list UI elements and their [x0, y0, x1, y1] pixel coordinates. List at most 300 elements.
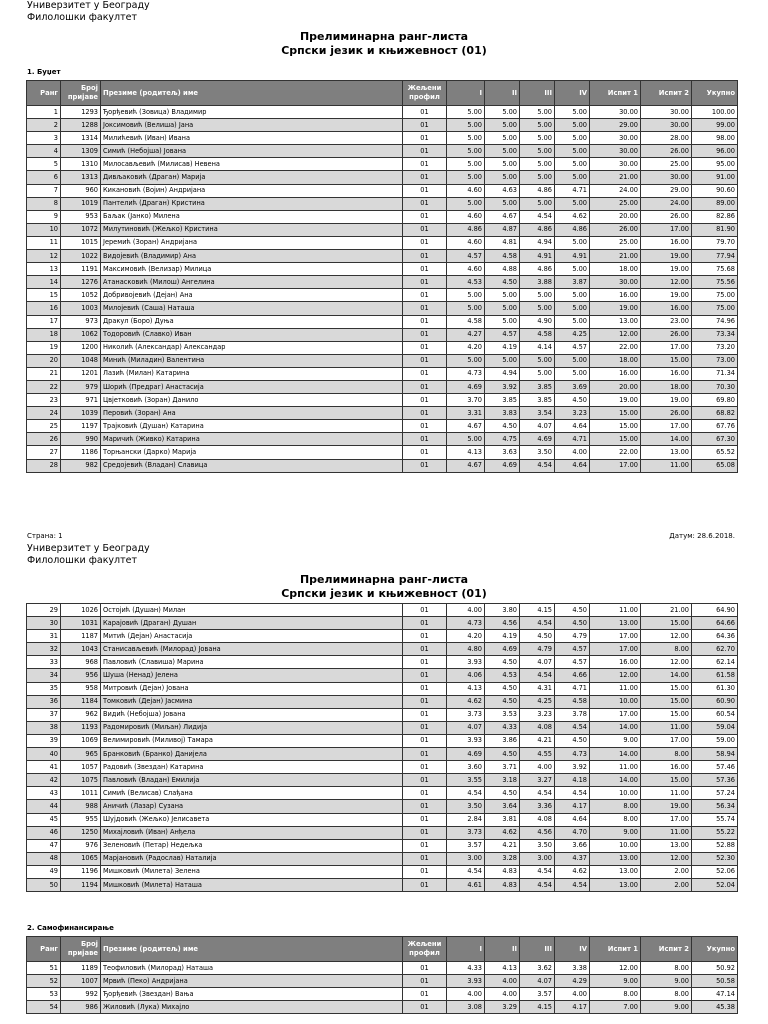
- cell-grade-4: 4.73: [555, 748, 590, 761]
- cell-grade-3: 3.50: [520, 446, 555, 459]
- cell-grade-3: 4.55: [520, 748, 555, 761]
- cell-application-number: 1026: [61, 604, 101, 617]
- cell-exam-2: 13.00: [641, 446, 692, 459]
- cell-grade-3: 4.86: [520, 184, 555, 197]
- cell-name: Добривојевић (Дејан) Ана: [101, 289, 403, 302]
- cell-desired-profile: 01: [403, 682, 447, 695]
- cell-rank: 35: [27, 682, 61, 695]
- faculty-name: Филолошки факултет: [27, 555, 138, 566]
- cell-exam-2: 11.00: [641, 459, 692, 472]
- cell-exam-1: 17.00: [590, 459, 641, 472]
- cell-grade-3: 4.58: [520, 328, 555, 341]
- cell-name: Велимировић (Миливој) Тамара: [101, 734, 403, 747]
- cell-name: Видић (Небојша) Јована: [101, 708, 403, 721]
- cell-rank: 41: [27, 761, 61, 774]
- cell-grade-2: 4.50: [485, 682, 520, 695]
- cell-exam-1: 15.00: [590, 433, 641, 446]
- cell-desired-profile: 01: [403, 695, 447, 708]
- cell-name: Карајовић (Драган) Душан: [101, 617, 403, 630]
- cell-grade-2: 5.00: [485, 289, 520, 302]
- cell-grade-1: 4.07: [447, 721, 485, 734]
- cell-grade-3: 4.07: [520, 975, 555, 988]
- table-row: [27, 145, 738, 158]
- cell-grade-1: 3.31: [447, 407, 485, 420]
- cell-grade-2: 3.92: [485, 380, 520, 393]
- column-header-name: Презиме (родитељ) име: [101, 937, 403, 962]
- cell-rank: 50: [27, 878, 61, 891]
- cell-name: Томковић (Дејан) Јасмина: [101, 695, 403, 708]
- cell-grade-4: 5.00: [555, 171, 590, 184]
- cell-total: 64.90: [692, 604, 738, 617]
- cell-total: 69.80: [692, 394, 738, 407]
- cell-exam-2: 15.00: [641, 354, 692, 367]
- table-row: [27, 263, 738, 276]
- cell-application-number: 1196: [61, 865, 101, 878]
- cell-total: 45.38: [692, 1001, 738, 1014]
- cell-grade-3: 4.54: [520, 459, 555, 472]
- cell-grade-2: 4.83: [485, 865, 520, 878]
- cell-exam-1: 18.00: [590, 354, 641, 367]
- cell-grade-3: 4.54: [520, 865, 555, 878]
- cell-application-number: 990: [61, 433, 101, 446]
- cell-grade-3: 4.08: [520, 721, 555, 734]
- cell-exam-2: 16.00: [641, 761, 692, 774]
- cell-rank: 53: [27, 988, 61, 1001]
- table-row: [27, 328, 738, 341]
- cell-desired-profile: 01: [403, 865, 447, 878]
- cell-total: 67.76: [692, 420, 738, 433]
- cell-exam-2: 12.00: [641, 852, 692, 865]
- cell-exam-2: 8.00: [641, 748, 692, 761]
- cell-grade-3: 5.00: [520, 302, 555, 315]
- table-row: [27, 643, 738, 656]
- cell-name: Зеленовић (Петар) Недељка: [101, 839, 403, 852]
- cell-exam-2: 17.00: [641, 813, 692, 826]
- cell-grade-4: 4.66: [555, 669, 590, 682]
- table-row: [27, 774, 738, 787]
- cell-application-number: 1310: [61, 158, 101, 171]
- page-number: Страна: 1: [27, 532, 63, 540]
- cell-grade-4: 3.78: [555, 708, 590, 721]
- cell-name: Трајковић (Душан) Катарина: [101, 420, 403, 433]
- cell-grade-2: 5.00: [485, 315, 520, 328]
- cell-exam-1: 30.00: [590, 145, 641, 158]
- cell-grade-1: 5.00: [447, 132, 485, 145]
- cell-name: Павловић (Славиша) Марина: [101, 656, 403, 669]
- cell-grade-3: 4.86: [520, 223, 555, 236]
- cell-rank: 20: [27, 354, 61, 367]
- cell-grade-1: 4.20: [447, 341, 485, 354]
- cell-total: 77.94: [692, 250, 738, 263]
- cell-grade-3: 3.85: [520, 380, 555, 393]
- cell-grade-4: 5.00: [555, 106, 590, 119]
- cell-grade-3: 5.00: [520, 145, 555, 158]
- cell-grade-3: 3.85: [520, 394, 555, 407]
- university-name: Универзитет у Београду: [27, 0, 150, 11]
- cell-desired-profile: 01: [403, 813, 447, 826]
- cell-application-number: 1309: [61, 145, 101, 158]
- cell-desired-profile: 01: [403, 604, 447, 617]
- cell-application-number: 1052: [61, 289, 101, 302]
- cell-application-number: 958: [61, 682, 101, 695]
- cell-rank: 1: [27, 106, 61, 119]
- cell-total: 57.24: [692, 787, 738, 800]
- cell-grade-4: 5.00: [555, 145, 590, 158]
- cell-grade-1: 3.55: [447, 774, 485, 787]
- cell-grade-3: 4.79: [520, 643, 555, 656]
- page-title: Прелиминарна ранг-листа: [299, 573, 469, 586]
- cell-grade-4: 5.00: [555, 315, 590, 328]
- cell-total: 70.30: [692, 380, 738, 393]
- cell-exam-2: 29.00: [641, 184, 692, 197]
- cell-rank: 13: [27, 263, 61, 276]
- cell-application-number: 1062: [61, 328, 101, 341]
- cell-grade-1: 4.57: [447, 250, 485, 263]
- cell-rank: 44: [27, 800, 61, 813]
- cell-total: 73.20: [692, 341, 738, 354]
- cell-total: 52.04: [692, 878, 738, 891]
- cell-grade-2: 3.18: [485, 774, 520, 787]
- cell-rank: 46: [27, 826, 61, 839]
- cell-total: 67.30: [692, 433, 738, 446]
- cell-total: 60.54: [692, 708, 738, 721]
- cell-rank: 27: [27, 446, 61, 459]
- cell-application-number: 979: [61, 380, 101, 393]
- cell-name: Марјановић (Радослав) Наталија: [101, 852, 403, 865]
- table-row: [27, 669, 738, 682]
- cell-grade-4: 4.70: [555, 826, 590, 839]
- table-row: [27, 276, 738, 289]
- cell-grade-2: 4.88: [485, 263, 520, 276]
- cell-grade-2: 4.19: [485, 341, 520, 354]
- cell-rank: 2: [27, 119, 61, 132]
- cell-desired-profile: 01: [403, 263, 447, 276]
- cell-grade-3: 4.14: [520, 341, 555, 354]
- cell-grade-2: 3.83: [485, 407, 520, 420]
- cell-grade-2: 4.00: [485, 975, 520, 988]
- table-row: [27, 1001, 738, 1014]
- cell-exam-2: 17.00: [641, 420, 692, 433]
- cell-application-number: 960: [61, 184, 101, 197]
- cell-application-number: 1184: [61, 695, 101, 708]
- cell-rank: 3: [27, 132, 61, 145]
- cell-grade-3: 5.00: [520, 158, 555, 171]
- cell-name: Станисављевић (Милорад) Јована: [101, 643, 403, 656]
- cell-total: 50.92: [692, 962, 738, 975]
- cell-rank: 47: [27, 839, 61, 852]
- cell-exam-1: 13.00: [590, 617, 641, 630]
- cell-application-number: 976: [61, 839, 101, 852]
- cell-exam-1: 11.00: [590, 761, 641, 774]
- cell-exam-1: 9.00: [590, 975, 641, 988]
- cell-name: Милутиновић (Жељко) Кристина: [101, 223, 403, 236]
- cell-application-number: 1031: [61, 617, 101, 630]
- cell-rank: 10: [27, 223, 61, 236]
- cell-exam-1: 9.00: [590, 826, 641, 839]
- cell-total: 62.14: [692, 656, 738, 669]
- table-row: [27, 708, 738, 721]
- cell-grade-3: 5.00: [520, 197, 555, 210]
- cell-name: Мишковић (Милета) Зелена: [101, 865, 403, 878]
- cell-grade-2: 4.50: [485, 656, 520, 669]
- cell-total: 90.60: [692, 184, 738, 197]
- cell-desired-profile: 01: [403, 145, 447, 158]
- cell-grade-4: 4.17: [555, 800, 590, 813]
- cell-exam-1: 30.00: [590, 158, 641, 171]
- cell-grade-4: 4.17: [555, 1001, 590, 1014]
- cell-exam-1: 8.00: [590, 813, 641, 826]
- cell-grade-3: 4.91: [520, 250, 555, 263]
- cell-total: 65.08: [692, 459, 738, 472]
- table-row: [27, 446, 738, 459]
- table-row: [27, 975, 738, 988]
- cell-total: 75.56: [692, 276, 738, 289]
- column-header-exam-2: Испит 2: [641, 81, 692, 106]
- cell-exam-1: 15.00: [590, 407, 641, 420]
- cell-grade-2: 4.62: [485, 826, 520, 839]
- cell-grade-3: 4.86: [520, 263, 555, 276]
- cell-desired-profile: 01: [403, 643, 447, 656]
- cell-grade-2: 3.29: [485, 1001, 520, 1014]
- cell-exam-2: 8.00: [641, 962, 692, 975]
- cell-name: Милићевић (Иван) Ивана: [101, 132, 403, 145]
- cell-total: 57.46: [692, 761, 738, 774]
- cell-grade-2: 4.94: [485, 367, 520, 380]
- cell-desired-profile: 01: [403, 800, 447, 813]
- cell-grade-2: 4.53: [485, 669, 520, 682]
- cell-grade-2: 4.57: [485, 328, 520, 341]
- cell-total: 60.90: [692, 695, 738, 708]
- cell-exam-2: 17.00: [641, 734, 692, 747]
- cell-grade-3: 4.90: [520, 315, 555, 328]
- cell-exam-1: 9.00: [590, 734, 641, 747]
- cell-grade-4: 4.71: [555, 184, 590, 197]
- cell-exam-2: 24.00: [641, 197, 692, 210]
- cell-rank: 48: [27, 852, 61, 865]
- cell-application-number: 982: [61, 459, 101, 472]
- cell-desired-profile: 01: [403, 459, 447, 472]
- cell-grade-1: 4.53: [447, 276, 485, 289]
- cell-grade-1: 5.00: [447, 171, 485, 184]
- cell-exam-2: 19.00: [641, 289, 692, 302]
- table-header-row: [27, 937, 738, 962]
- university-name: Универзитет у Београду: [27, 543, 150, 554]
- cell-grade-3: 4.31: [520, 682, 555, 695]
- column-header-grade-2: II: [485, 937, 520, 962]
- cell-grade-1: 4.33: [447, 962, 485, 975]
- cell-exam-1: 14.00: [590, 748, 641, 761]
- cell-desired-profile: 01: [403, 721, 447, 734]
- print-date: Датум: 28.6.2018.: [669, 532, 735, 540]
- cell-total: 61.58: [692, 669, 738, 682]
- cell-grade-1: 4.61: [447, 878, 485, 891]
- cell-desired-profile: 01: [403, 617, 447, 630]
- cell-rank: 43: [27, 787, 61, 800]
- cell-application-number: 1022: [61, 250, 101, 263]
- cell-grade-1: 3.70: [447, 394, 485, 407]
- cell-name: Мрвић (Пеко) Андријана: [101, 975, 403, 988]
- cell-rank: 6: [27, 171, 61, 184]
- cell-desired-profile: 01: [403, 367, 447, 380]
- cell-total: 75.00: [692, 289, 738, 302]
- cell-exam-1: 15.00: [590, 420, 641, 433]
- cell-application-number: 1043: [61, 643, 101, 656]
- cell-name: Милосављевић (Милисав) Невена: [101, 158, 403, 171]
- cell-total: 91.00: [692, 171, 738, 184]
- cell-rank: 12: [27, 250, 61, 263]
- cell-grade-3: 4.54: [520, 210, 555, 223]
- cell-exam-1: 10.00: [590, 787, 641, 800]
- table-row: [27, 223, 738, 236]
- cell-grade-4: 4.00: [555, 988, 590, 1001]
- ranking-table-budget: [26, 80, 738, 473]
- cell-desired-profile: 01: [403, 446, 447, 459]
- table-row: [27, 630, 738, 643]
- cell-grade-1: 3.73: [447, 826, 485, 839]
- cell-desired-profile: 01: [403, 132, 447, 145]
- cell-name: Јеремић (Зоран) Андријана: [101, 236, 403, 249]
- cell-rank: 25: [27, 420, 61, 433]
- cell-name: Митић (Дејан) Анастасија: [101, 630, 403, 643]
- cell-grade-4: 4.00: [555, 446, 590, 459]
- cell-application-number: 968: [61, 656, 101, 669]
- column-header-grade-3: III: [520, 937, 555, 962]
- cell-grade-3: 4.07: [520, 656, 555, 669]
- cell-rank: 17: [27, 315, 61, 328]
- cell-grade-4: 5.00: [555, 289, 590, 302]
- cell-name: Теофиловић (Милорад) Наташа: [101, 962, 403, 975]
- column-header-exam-1: Испит 1: [590, 81, 641, 106]
- cell-name: Лазић (Милан) Катарина: [101, 367, 403, 380]
- cell-grade-4: 4.71: [555, 682, 590, 695]
- cell-application-number: 956: [61, 669, 101, 682]
- cell-grade-2: 4.50: [485, 695, 520, 708]
- faculty-name: Филолошки факултет: [27, 12, 138, 23]
- cell-exam-1: 17.00: [590, 643, 641, 656]
- cell-desired-profile: 01: [403, 852, 447, 865]
- cell-rank: 51: [27, 962, 61, 975]
- cell-exam-1: 29.00: [590, 119, 641, 132]
- table-row: [27, 721, 738, 734]
- column-header-total: Укупно: [692, 937, 738, 962]
- cell-exam-1: 20.00: [590, 210, 641, 223]
- cell-rank: 31: [27, 630, 61, 643]
- cell-rank: 37: [27, 708, 61, 721]
- cell-exam-2: 11.00: [641, 787, 692, 800]
- cell-rank: 39: [27, 734, 61, 747]
- cell-exam-1: 11.00: [590, 682, 641, 695]
- cell-desired-profile: 01: [403, 839, 447, 852]
- column-header-grade-3: III: [520, 81, 555, 106]
- cell-grade-1: 4.00: [447, 988, 485, 1001]
- column-header-exam-1: Испит 1: [590, 937, 641, 962]
- cell-rank: 36: [27, 695, 61, 708]
- cell-exam-2: 16.00: [641, 367, 692, 380]
- cell-application-number: 1186: [61, 446, 101, 459]
- cell-exam-2: 2.00: [641, 865, 692, 878]
- cell-grade-3: 3.36: [520, 800, 555, 813]
- cell-exam-1: 25.00: [590, 197, 641, 210]
- cell-rank: 24: [27, 407, 61, 420]
- cell-grade-3: 5.00: [520, 132, 555, 145]
- cell-exam-1: 16.00: [590, 367, 641, 380]
- cell-desired-profile: 01: [403, 289, 447, 302]
- cell-total: 99.00: [692, 119, 738, 132]
- ranking-table-self-financing: [26, 936, 738, 1014]
- cell-application-number: 1039: [61, 407, 101, 420]
- cell-total: 55.22: [692, 826, 738, 839]
- cell-exam-1: 30.00: [590, 106, 641, 119]
- cell-name: Шујдовић (Жељко) Јелисавета: [101, 813, 403, 826]
- cell-name: Цвјетковић (Зоран) Данило: [101, 394, 403, 407]
- cell-rank: 11: [27, 236, 61, 249]
- cell-desired-profile: 01: [403, 962, 447, 975]
- cell-exam-1: 11.00: [590, 604, 641, 617]
- table-row: [27, 800, 738, 813]
- cell-desired-profile: 01: [403, 656, 447, 669]
- cell-rank: 7: [27, 184, 61, 197]
- cell-exam-1: 7.00: [590, 1001, 641, 1014]
- cell-grade-4: 4.57: [555, 656, 590, 669]
- cell-exam-1: 12.00: [590, 328, 641, 341]
- cell-application-number: 1201: [61, 367, 101, 380]
- cell-grade-4: 5.00: [555, 132, 590, 145]
- cell-grade-2: 4.67: [485, 210, 520, 223]
- cell-grade-4: 4.64: [555, 813, 590, 826]
- cell-grade-1: 5.00: [447, 197, 485, 210]
- cell-exam-2: 11.00: [641, 721, 692, 734]
- cell-desired-profile: 01: [403, 407, 447, 420]
- cell-name: Павловић (Владан) Емилија: [101, 774, 403, 787]
- cell-exam-1: 16.00: [590, 289, 641, 302]
- cell-grade-2: 3.28: [485, 852, 520, 865]
- column-header-grade-4: IV: [555, 81, 590, 106]
- cell-application-number: 1250: [61, 826, 101, 839]
- cell-grade-3: 3.50: [520, 839, 555, 852]
- cell-grade-2: 3.85: [485, 394, 520, 407]
- cell-rank: 26: [27, 433, 61, 446]
- cell-application-number: 1069: [61, 734, 101, 747]
- cell-name: Михајловић (Иван) Анђела: [101, 826, 403, 839]
- cell-exam-2: 9.00: [641, 975, 692, 988]
- cell-grade-4: 3.92: [555, 761, 590, 774]
- cell-grade-2: 4.50: [485, 420, 520, 433]
- cell-exam-1: 13.00: [590, 315, 641, 328]
- column-header-rank: Ранг: [27, 81, 61, 106]
- cell-grade-4: 5.00: [555, 263, 590, 276]
- column-header-grade-4: IV: [555, 937, 590, 962]
- cell-application-number: 1065: [61, 852, 101, 865]
- cell-grade-1: 5.00: [447, 145, 485, 158]
- cell-total: 96.00: [692, 145, 738, 158]
- cell-grade-2: 3.81: [485, 813, 520, 826]
- column-header-application-number: Број пријаве: [61, 81, 101, 106]
- cell-grade-1: 5.00: [447, 302, 485, 315]
- cell-name: Симић (Велисав) Слађана: [101, 787, 403, 800]
- cell-desired-profile: 01: [403, 420, 447, 433]
- cell-grade-2: 4.50: [485, 276, 520, 289]
- cell-name: Шорић (Предраг) Анастасија: [101, 380, 403, 393]
- cell-exam-2: 17.00: [641, 341, 692, 354]
- cell-exam-1: 8.00: [590, 988, 641, 1001]
- cell-application-number: 953: [61, 210, 101, 223]
- cell-grade-1: 4.27: [447, 328, 485, 341]
- cell-application-number: 971: [61, 394, 101, 407]
- cell-desired-profile: 01: [403, 341, 447, 354]
- cell-total: 58.94: [692, 748, 738, 761]
- cell-grade-1: 3.00: [447, 852, 485, 865]
- cell-total: 61.30: [692, 682, 738, 695]
